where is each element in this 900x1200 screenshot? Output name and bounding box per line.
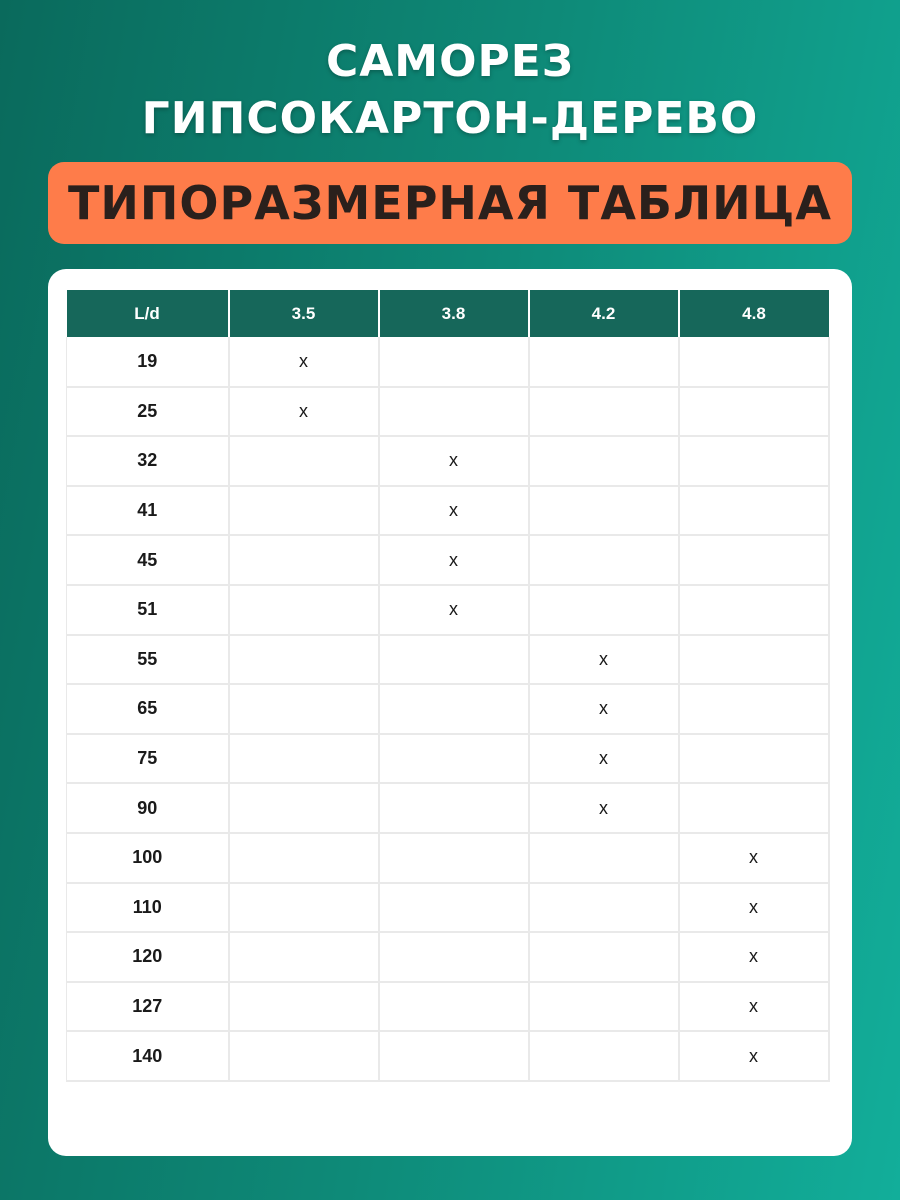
table-row: [67, 585, 829, 635]
size-mark-cell: [529, 833, 679, 883]
size-mark-cell: [379, 932, 529, 982]
size-mark-cell: [229, 783, 379, 833]
size-mark-cell: [229, 486, 379, 536]
size-mark-cell: [529, 932, 679, 982]
table-row: [67, 1031, 829, 1081]
table-row: [67, 932, 829, 982]
size-mark-cell: [379, 1031, 529, 1081]
row-length-cell: 45: [67, 535, 229, 585]
size-mark-cell: x: [379, 486, 529, 536]
table-row: [67, 337, 829, 387]
size-mark-cell: [679, 734, 829, 784]
size-mark-cell: x: [529, 684, 679, 734]
size-mark-cell: [679, 535, 829, 585]
size-mark-cell: [679, 337, 829, 387]
header-diameter-3-8: 3.8: [379, 290, 529, 337]
row-length-cell: 110: [67, 883, 229, 933]
header-diameter-4-8: 4.8: [679, 290, 829, 337]
table-row: [67, 982, 829, 1032]
size-mark-cell: [679, 387, 829, 437]
size-mark-cell: x: [379, 585, 529, 635]
size-mark-cell: [529, 337, 679, 387]
size-mark-cell: [529, 436, 679, 486]
size-mark-cell: [679, 585, 829, 635]
size-mark-cell: x: [679, 982, 829, 1032]
size-table: [66, 290, 830, 1082]
size-mark-cell: [229, 833, 379, 883]
row-length-cell: 41: [67, 486, 229, 536]
size-mark-cell: x: [529, 734, 679, 784]
size-mark-cell: x: [229, 387, 379, 437]
size-mark-cell: x: [679, 883, 829, 933]
row-length-cell: 51: [67, 585, 229, 635]
row-length-cell: 65: [67, 684, 229, 734]
row-length-cell: 55: [67, 635, 229, 685]
size-mark-cell: x: [679, 1031, 829, 1081]
table-row: [67, 684, 829, 734]
row-length-cell: 127: [67, 982, 229, 1032]
title-line-1: САМОРЕЗ: [325, 36, 575, 87]
size-mark-cell: [529, 535, 679, 585]
row-length-cell: 120: [67, 932, 229, 982]
size-mark-cell: [529, 883, 679, 933]
row-length-cell: 32: [67, 436, 229, 486]
size-mark-cell: [679, 436, 829, 486]
size-mark-cell: [679, 783, 829, 833]
size-mark-cell: [229, 436, 379, 486]
table-row: [67, 833, 829, 883]
size-mark-cell: x: [679, 833, 829, 883]
header-diameter-4-2: 4.2: [529, 290, 679, 337]
size-mark-cell: [379, 982, 529, 1032]
size-mark-cell: x: [229, 337, 379, 387]
table-row: [67, 783, 829, 833]
table-row: [67, 734, 829, 784]
size-mark-cell: [229, 932, 379, 982]
size-mark-cell: [229, 734, 379, 784]
size-mark-cell: [229, 883, 379, 933]
row-length-cell: 19: [67, 337, 229, 387]
table-row: [67, 387, 829, 437]
size-mark-cell: [379, 337, 529, 387]
size-mark-cell: x: [529, 635, 679, 685]
table-header-row: [67, 290, 829, 337]
size-mark-cell: [679, 635, 829, 685]
size-mark-cell: [229, 982, 379, 1032]
table-row: [67, 883, 829, 933]
banner-label: ТИПОРАЗМЕРНАЯ ТАБЛИЦА: [68, 176, 832, 230]
row-length-cell: 25: [67, 387, 229, 437]
size-mark-cell: [379, 734, 529, 784]
header-diameter-3-5: 3.5: [229, 290, 379, 337]
size-mark-cell: [229, 535, 379, 585]
size-mark-cell: x: [379, 535, 529, 585]
size-mark-cell: x: [379, 436, 529, 486]
table-card: [48, 269, 852, 1156]
size-mark-cell: [529, 585, 679, 635]
size-mark-cell: [229, 684, 379, 734]
size-mark-cell: [529, 486, 679, 536]
size-mark-cell: x: [529, 783, 679, 833]
size-mark-cell: [379, 387, 529, 437]
size-mark-cell: [229, 635, 379, 685]
size-mark-cell: [529, 387, 679, 437]
size-mark-cell: [379, 883, 529, 933]
table-row: [67, 436, 829, 486]
size-mark-cell: [229, 1031, 379, 1081]
header-length-diameter: L/d: [67, 290, 229, 337]
row-length-cell: 140: [67, 1031, 229, 1081]
size-mark-cell: [379, 635, 529, 685]
size-mark-cell: [529, 982, 679, 1032]
size-mark-cell: [679, 486, 829, 536]
size-mark-cell: [379, 783, 529, 833]
table-row: [67, 535, 829, 585]
size-mark-cell: [379, 684, 529, 734]
row-length-cell: 100: [67, 833, 229, 883]
size-mark-cell: [679, 684, 829, 734]
size-mark-cell: [229, 585, 379, 635]
table-row: [67, 635, 829, 685]
size-mark-cell: x: [679, 932, 829, 982]
size-table-banner: [48, 162, 852, 244]
row-length-cell: 75: [67, 734, 229, 784]
title-line-2: ГИПСОКАРТОН-ДЕРЕВО: [141, 93, 759, 144]
table-body: [67, 337, 829, 1081]
row-length-cell: 90: [67, 783, 229, 833]
table-row: [67, 486, 829, 536]
size-mark-cell: [529, 1031, 679, 1081]
size-mark-cell: [379, 833, 529, 883]
